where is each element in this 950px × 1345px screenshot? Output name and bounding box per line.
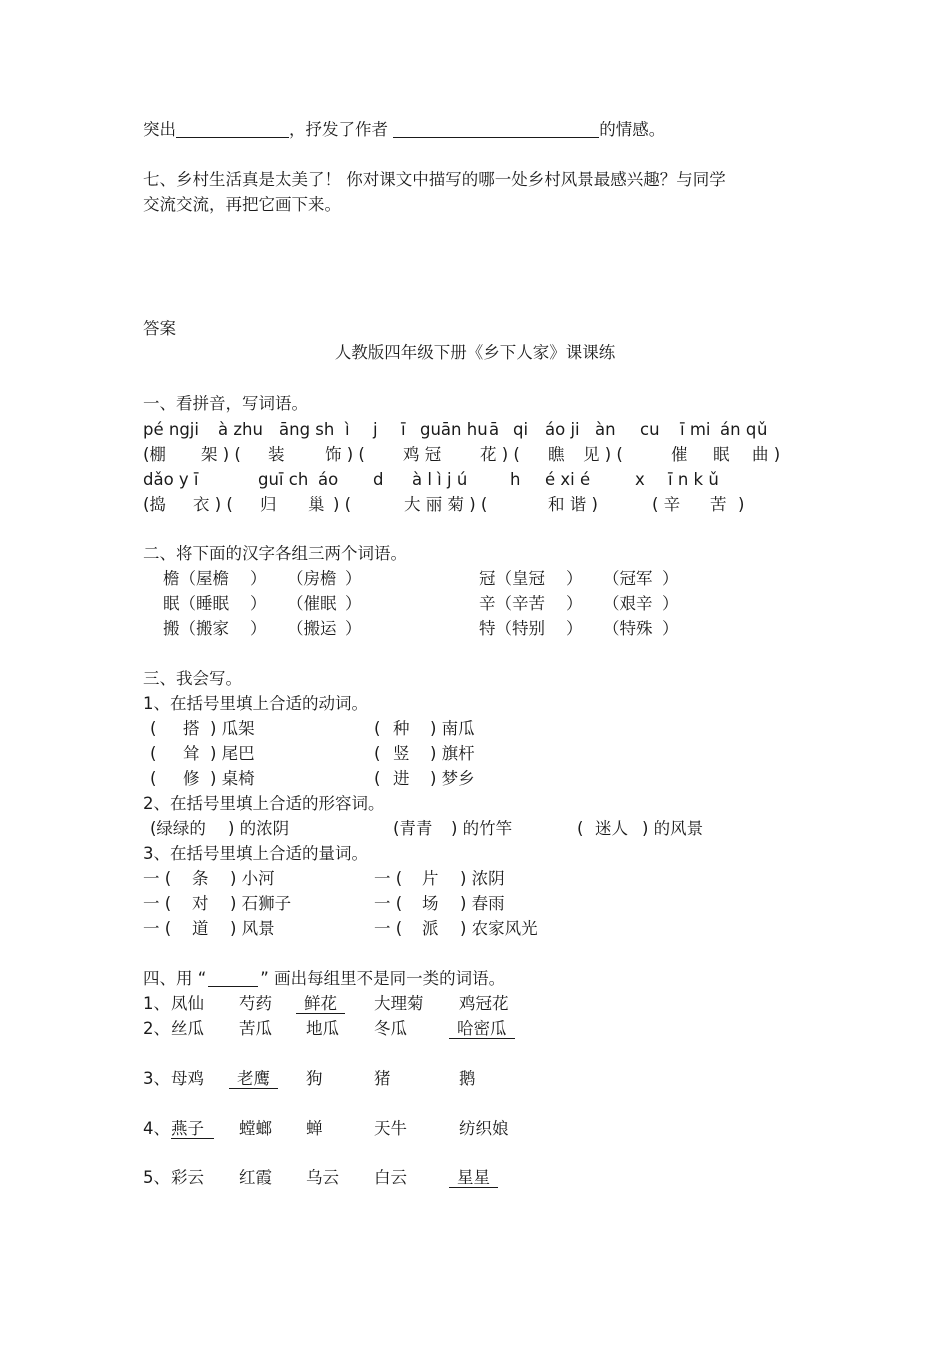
underline-sample [208,970,258,987]
paren: ( [374,769,381,788]
word: (棚 [143,445,166,464]
pinyin: áo [318,470,339,489]
word: ） [662,619,679,638]
pinyin: guī ch [258,470,309,489]
pinyin: ǔ [757,420,768,439]
word: 衣 ) ( [193,495,233,514]
subheading-verbs: 1、在括号里填上合适的动词。 [143,694,368,713]
pinyin: àn [595,420,616,439]
word: 饰 ) ( [325,445,365,464]
answer-word: 迷人 [595,819,628,838]
pinyin: d [373,470,384,489]
answer-word: 派 [422,919,439,938]
word: 花 ) ( [480,445,520,464]
paren: ( [374,719,381,738]
word: ） [662,569,679,588]
blank-line[interactable] [176,121,289,138]
heading-text: ” 画出每组里不是同一类的词语。 [260,969,506,988]
page-title: 人教版四年级下册《乡下人家》课课练 [334,343,616,362]
heading-text: 四、用 “ [143,969,207,988]
answer-word: 进 [393,769,410,788]
answer-word: 修 [183,769,200,788]
answer-word: 搭 [183,719,200,738]
pinyin: x [635,470,645,489]
pinyin: guān hu [420,420,488,439]
pinyin: é xi é [545,470,591,489]
word: ) ( [333,495,352,514]
word: 见 ) ( [583,445,623,464]
word: （艰辛 [603,594,653,613]
group-number: 5、 [143,1168,170,1187]
word: 和 谐 ) [548,495,598,514]
word: ） [662,594,679,613]
word: ) 小河 [230,869,275,888]
section-3-heading: 三、我会写。 [143,669,242,688]
pinyin: qi [513,420,529,439]
word: 大 丽 菊 ) ( [404,495,488,514]
word: ) 梦乡 [430,769,475,788]
word: ) 旗杆 [430,744,475,763]
word: ) 浓阴 [460,869,505,888]
word: 辛（辛苦 [479,594,545,613]
pinyin: āng sh [279,420,335,439]
word: 苦瓜 [239,1019,272,1038]
word: ( 辛 [652,495,681,514]
pinyin: pé ngji [143,420,199,439]
word: 猪 [374,1069,391,1088]
answer-word: 场 [422,894,439,913]
word: 檐（屋檐 [163,569,229,588]
group-number: 2、 [143,1019,170,1038]
word: ） [566,619,583,638]
paren: 一 ( [374,869,403,888]
paren: 一 ( [143,894,172,913]
word: ） [250,594,267,613]
text-segment: 的情感。 [599,120,666,139]
answer-word: 竖 [393,744,410,763]
pinyin: h [510,470,521,489]
paren: ( [150,769,157,788]
word: ) 瓜架 [210,719,255,738]
word: （搬运 [287,619,337,638]
word: ) 桌椅 [210,769,255,788]
word: 彩云 [171,1168,204,1187]
answer-word: 道 [192,919,209,938]
answer-word: 耸 [183,744,200,763]
word: 蝉 [306,1119,323,1138]
paren: 一 ( [374,919,403,938]
word: ) 的风景 [642,819,704,838]
blank-line[interactable] [393,121,599,138]
answer-word: (绿绿的 [150,819,206,838]
word: 苦 [710,495,727,514]
pinyin: j [373,420,378,439]
word: ） [250,569,267,588]
word: 归 [260,495,277,514]
word: 乌云 [306,1168,339,1187]
pinyin: án q [720,420,757,439]
pinyin: dǎo y ī [143,470,199,489]
word: 红霞 [239,1168,272,1187]
word: ) 的浓阴 [228,819,290,838]
word: 瞧 [548,445,565,464]
word: ) 石狮子 [230,894,292,913]
word: 母鸡 [171,1069,204,1088]
word: ) [738,495,745,514]
paren: ( [150,744,157,763]
answer-word: 片 [422,869,439,888]
word: 纺织娘 [459,1119,509,1138]
underlined-answer-word: 燕子 [171,1119,214,1139]
paren: ( [577,819,584,838]
answer-word: 条 [192,869,209,888]
word: 鹅 [459,1069,476,1088]
word: ) 春雨 [460,894,505,913]
pinyin: ī mi [680,420,711,439]
section-2-heading: 二、将下面的汉字各组三两个词语。 [143,544,407,563]
text-segment: 突出 [143,120,176,139]
answer-word: (青青 [393,819,433,838]
paren: 一 ( [143,869,172,888]
word: 特（特别 [479,619,545,638]
word: ） [250,619,267,638]
word: 丝瓜 [171,1019,204,1038]
word: 巢 [308,495,325,514]
section-1-heading: 一、看拼音，写词语。 [143,394,308,413]
word: 鸡冠花 [459,994,509,1013]
word: ） [345,619,362,638]
word: 装 [268,445,285,464]
word: ) 尾巴 [210,744,255,763]
underlined-answer-word: 星星 [449,1168,498,1188]
word: （冠军 [603,569,653,588]
word: 冬瓜 [374,1019,407,1038]
underlined-answer-word: 老鹰 [229,1069,278,1089]
paren: 一 ( [143,919,172,938]
word: 狗 [306,1069,323,1088]
word: 眠 [713,445,730,464]
underlined-answer-word: 哈密瓜 [449,1019,515,1039]
pinyin: à l ì j ú [412,470,468,489]
question-7-line-1: 七、乡村生活真是太美了！ 你对课文中描写的哪一处乡村风景最感兴趣？与同学 [143,170,726,189]
word: ） [345,594,362,613]
subheading-adjectives: 2、在括号里填上合适的形容词。 [143,794,385,813]
answer-label: 答案 [143,319,176,338]
word: ) 南瓜 [430,719,475,738]
section-4-heading [143,969,505,989]
word: 芍药 [239,994,272,1013]
pinyin: áo ji [545,420,580,439]
word: 冠（皇冠 [479,569,545,588]
word: （房檐 [287,569,337,588]
word: ) 农家风光 [460,919,538,938]
pinyin: ī n k ǔ [668,470,719,489]
word: 螳螂 [239,1119,272,1138]
pinyin: ī [401,420,406,439]
word: 大理菊 [374,994,424,1013]
pinyin: à zhu [218,420,263,439]
underlined-answer-word: 鲜花 [296,994,345,1014]
text-segment: ，抒发了作者 [289,120,388,139]
pinyin: cu [640,420,660,439]
word: （特殊 [603,619,653,638]
fill-in-sentence [143,120,665,140]
word: 白云 [374,1168,407,1187]
subheading-measure-words: 3、在括号里填上合适的量词。 [143,844,368,863]
word: ) 的竹竿 [451,819,513,838]
word: 眠（睡眠 [163,594,229,613]
word: 催 [671,445,688,464]
paren: 一 ( [374,894,403,913]
group-number: 4、 [143,1119,170,1138]
word: ) 风景 [230,919,275,938]
word: ） [345,569,362,588]
pinyin: ì [345,420,350,439]
word: 架 ) ( [201,445,241,464]
paren: ( [374,744,381,763]
word: 凤仙 [171,994,204,1013]
word: （催眠 [287,594,337,613]
word: 鸡 冠 [403,445,442,464]
pinyin: ā [489,420,500,439]
word: 曲 ) [752,445,781,464]
word: 搬（搬家 [163,619,229,638]
answer-word: 对 [192,894,209,913]
group-number: 3、 [143,1069,170,1088]
question-7-line-2: 交流交流，再把它画下来。 [143,195,341,214]
word: 天牛 [374,1119,407,1138]
answer-word: 种 [393,719,410,738]
paren: ( [150,719,157,738]
word: 地瓜 [306,1019,339,1038]
word: (捣 [143,495,166,514]
word: ） [566,594,583,613]
group-number: 1、 [143,994,170,1013]
word: ） [566,569,583,588]
